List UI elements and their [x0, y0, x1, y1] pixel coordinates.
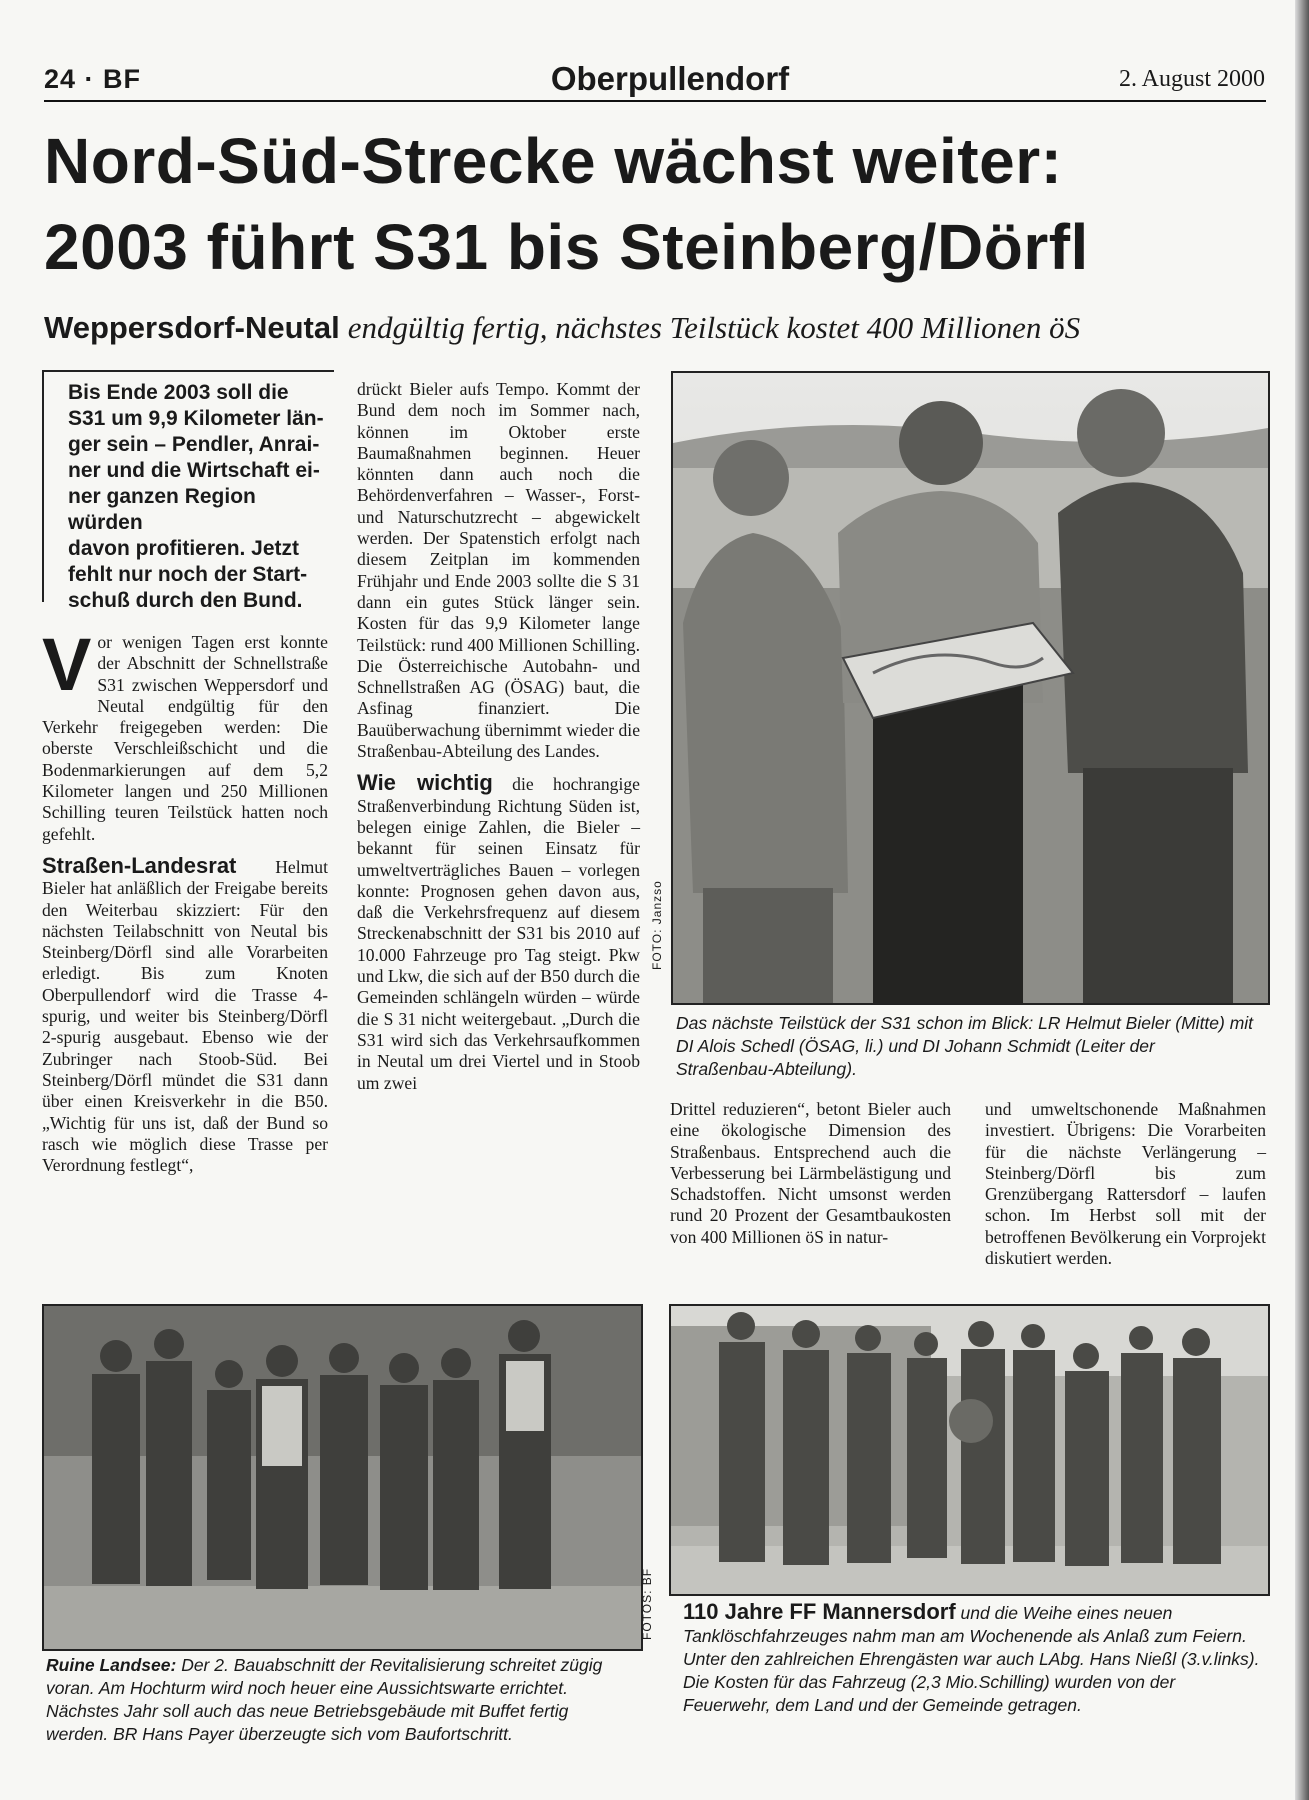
headline-line-1: Nord-Süd-Strecke wächst weiter: [44, 125, 1063, 197]
paragraph: die hochrangige Straßenverbindung Richtung Süden ist, belegen einige Zahlen, die Bieler – bekannt für seinen Einsatz für umweltverträgliches Bauen – vorlegen konnte: Prognosen gehen davon aus, daß die Verkehrsfrequenz auf diesem Streckenabschnitt der S31 bis 2010 auf 10.000 Fahrzeuge pro Tag steigt. Pkw und Lkw, die sich auf der B50 durch die Gemeinden schlängeln würden – würde die S 31 nicht weitergebaut. „Durch die S31 wird sich das Verkehrsaufkommen in Neutal um drei Viertel und in Stoob um zwei [357, 774, 640, 1093]
photo-caption [46, 1654, 634, 1746]
paragraph: drückt Bieler aufs Tempo. Kommt der Bund dem noch im Sommer nach, können im Oktober erste Baumaßnahmen beginnen. Heuer könnten dann auch noch die Behördenverfahren – Wasser-, Forst- und Naturschutzrecht – abgewickelt werden. Der Spatenstich erfolgt nach diesem Zeitplan im kommenden Frühjahr und Ende 2003 sollte die S 31 dann ein gutes Stück länger sein. Kosten für das 9,9 Kilometer lange Teilstück: rund 400 Millionen Schilling. Die Österreichische Autobahn- und Schnellstraßen AG (ÖSAG) baut, die Asfinag finanziert. Die Bauüberwachung übernimmt wieder die Straßenbau-Abteilung des Landes. [357, 379, 640, 762]
section-title: Oberpullendorf [550, 60, 790, 97]
caption-text: Der 2. Bauabschnitt der Revitalisierung schreitet zügig voran. Am Hochturm wird noch heuer eine Aussichtswarte errichtet. Nächstes Jahr soll auch das neue Betriebsgebäude mit Buffet fertig werden. BR Hans Payer überzeugte sich vom Baufortschritt. [46, 1655, 603, 1744]
caption-lead: Ruine Landsee: [46, 1655, 177, 1675]
paragraph: und umweltschonende Maßnahmen investiert. Übrigens: Die Vorarbeiten für die nächste Verlängerung – Steinberg/Dörfl bis zum Grenzübergang Rattersdorf – laufen schon. Im Herbst soll mit der betroffenen Bevölkerung ein Vorprojekt diskutiert werden. [985, 1099, 1266, 1269]
article-column-3 [670, 1099, 951, 1248]
photo-credit: FOTOS: BF [640, 1567, 654, 1640]
caption-text: und die Weihe eines neuen Tanklöschfahrzeuges nahm man am Wochenende als Anlaß zum Feiern. Unter den zahlreichen Ehrengästen war auch LAbg. Hans Nießl (3.v.links). Die Kosten für das Fahrzeug (2,3 Mio.Schilling) wurden von der Feuerwehr, dem Land und der Gemeinde getragen. [683, 1603, 1260, 1715]
subheadline-italic: endgültig fertig, nächstes Teilstück kostet 400 Millionen öS [347, 310, 1081, 345]
intro-line: ger sein – Pendler, Anrai- [68, 433, 320, 456]
paragraph: or wenigen Tagen erst konnte der Abschnitt der Schnellstraße S31 zwischen Weppersdorf und Neutal endgültig für den Verkehr freigegeben werden: Die oberste Verschleißschicht und die Bodenmarkierungen auf dem 5,2 Kilometer langen und 250 Millionen Schilling teuren Teilstück hatten noch gefehlt. [42, 632, 328, 844]
drop-cap: V [42, 623, 92, 706]
intro-line: S31 um 9,9 Kilometer län- [68, 407, 324, 430]
intro-line: ner und die Wirtschaft ei- [68, 459, 320, 482]
photo-ff-mannersdorf-group [669, 1304, 1270, 1596]
page-number: 24 · BF [44, 64, 142, 94]
intro-line: schuß durch den Bund. [68, 589, 303, 612]
paragraph: Drittel reduzieren“, betont Bieler auch eine ökologische Dimension des Straßenbaus. Entsprechend auch die Verbesserung bei Lärmbelästigung und Schadstoffen. Nicht umsonst werden rund 20 Prozent der Gesamtbaukosten von 400 Millionen öS in natur- [670, 1099, 951, 1247]
photo-officials-with-map [671, 371, 1270, 1005]
photo-ruine-landsee-group [42, 1304, 643, 1651]
article-column-1 [42, 623, 328, 1176]
intro-line: davon profitieren. Jetzt [68, 537, 300, 560]
intro-line: fehlt nur noch der Start- [68, 563, 308, 586]
intro-line: Bis Ende 2003 soll die [68, 381, 289, 404]
article-column-2 [357, 379, 640, 1094]
photo-credit: FOTO: Janzso [650, 880, 664, 970]
article-column-4 [985, 1099, 1266, 1269]
run-in-heading: Wie wichtig [357, 770, 493, 796]
headline-line-2: 2003 führt S31 bis Steinberg/Dörfl [44, 211, 1089, 283]
intro-text [68, 380, 330, 614]
paragraph: Helmut Bieler hat anläßlich der Freigabe bereits den Weiterbau skizziert: Für den nächsten Teilabschnitt von Neutal bis Steinberg/Dörfl sind alle Vorarbeiten erledigt. Bis zum Knoten Oberpullendorf wird die Trasse 4-spurig, und weiter bis Steinberg/Dörfl 2-spurig ausgebaut. Ebenso wie der Zubringer nach Stoob-Süd. Bei Steinberg/Dörfl mündet die S31 dann über einen Kreisverkehr in die B50. „Wichtig für uns ist, daß der Bund so rasch wie möglich diese Trasse per Verordnung festlegt“, [42, 856, 328, 1176]
subheadline-bold: Weppersdorf-Neutal [44, 310, 340, 345]
issue-date: 2. August 2000 [1118, 66, 1265, 92]
subheadline [44, 310, 1080, 346]
caption-lead: 110 Jahre FF Mannersdorf [683, 1599, 956, 1624]
run-in-heading: Straßen-Landesrat [42, 852, 237, 878]
header-rule [44, 100, 1266, 102]
photo-caption: Das nächste Teilstück der S31 schon im Blick: LR Helmut Bieler (Mitte) mit DI Alois Schedl (ÖSAG, li.) und DI Johann Schmidt (Leiter der Straßenbau-Abteilung). [676, 1013, 1254, 1079]
intro-line: ner ganzen Region würden [68, 485, 256, 534]
photo-caption [683, 1600, 1263, 1717]
page-edge-shadow [1295, 0, 1309, 1800]
